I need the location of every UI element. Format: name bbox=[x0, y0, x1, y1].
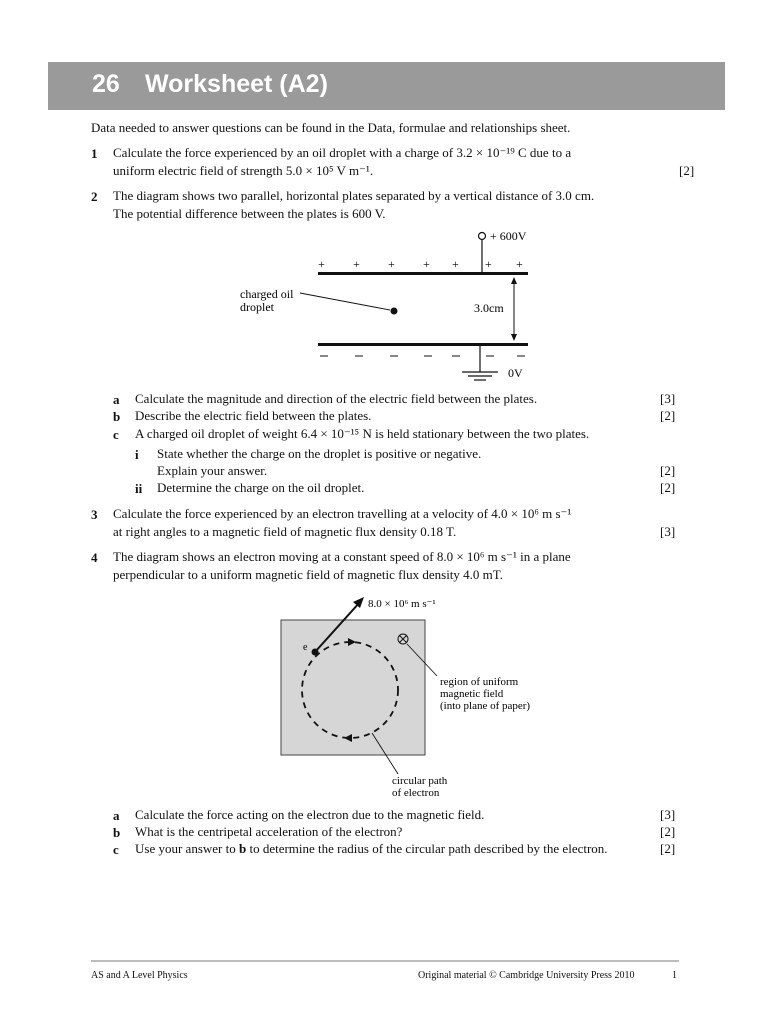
svg-text:+: + bbox=[452, 257, 459, 271]
separation-label: 3.0cm bbox=[474, 301, 504, 315]
region-label-1: region of uniform bbox=[440, 676, 519, 688]
question-4a-label: a bbox=[113, 808, 120, 823]
question-4-line-2: perpendicular to a uniform magnetic field of magnetic flux density 4.0 mT. bbox=[113, 567, 503, 582]
top-voltage-label: + 600V bbox=[490, 229, 527, 243]
question-4-line-1: The diagram shows an electron moving at a constant speed of 8.0 × 10⁶ m s⁻¹ in a plane bbox=[113, 549, 571, 564]
question-4-number: 4 bbox=[91, 550, 98, 565]
question-4a-mark: [3] bbox=[660, 807, 676, 822]
svg-text:+: + bbox=[516, 257, 523, 271]
question-3-number: 3 bbox=[91, 507, 98, 522]
svg-text:+: + bbox=[423, 257, 430, 271]
question-2b-mark: [2] bbox=[660, 408, 676, 423]
svg-text:+: + bbox=[485, 257, 492, 271]
question-2a-mark: [3] bbox=[660, 391, 676, 406]
footer-rule bbox=[91, 960, 679, 962]
droplet-label-1: charged oil bbox=[240, 287, 294, 301]
footer-copyright: Original material © Cambridge University Press 2010 bbox=[418, 970, 635, 981]
question-4c-text-bold: b bbox=[238, 841, 247, 856]
question-4c-text-after: to determine the radius of the circular path described by the electron. bbox=[246, 841, 608, 856]
bottom-voltage-label: 0V bbox=[508, 366, 523, 380]
path-label-2: of electron bbox=[392, 787, 440, 799]
question-2ci-line-2: Explain your answer. bbox=[157, 463, 268, 478]
question-2c-text: A charged oil droplet of weight 6.4 × 10⁻¹⁵ N is held stationary between the two plates. bbox=[135, 426, 590, 441]
svg-text:+: + bbox=[318, 257, 325, 271]
question-2a-label: a bbox=[113, 392, 120, 407]
question-4c-text bbox=[135, 841, 608, 857]
footer-page-number: 1 bbox=[672, 970, 677, 981]
question-4b-label: b bbox=[113, 825, 121, 840]
question-2cii-mark: [2] bbox=[660, 480, 676, 495]
electron-label: e bbox=[303, 642, 308, 653]
region-label-3: (into plane of paper) bbox=[440, 700, 531, 712]
question-1-line-2: uniform electric field of strength 5.0 × 10⁵ V m⁻¹. bbox=[113, 163, 374, 178]
question-2b-label: b bbox=[113, 409, 121, 424]
velocity-label: 8.0 × 10⁶ m s⁻¹ bbox=[368, 598, 436, 610]
question-4c-mark: [2] bbox=[660, 841, 676, 856]
question-3-mark: [3] bbox=[660, 524, 676, 539]
question-2c-label: c bbox=[113, 427, 119, 442]
question-3-line-1: Calculate the force experienced by an electron travelling at a velocity of 4.0 × 10⁶ m s⁻¹ bbox=[113, 506, 572, 521]
question-2-line-1: The diagram shows two parallel, horizontal plates separated by a vertical distance of 3.0 cm. bbox=[113, 188, 595, 203]
question-4c-text-before: Use your answer to bbox=[135, 841, 239, 856]
question-2cii-text: Determine the charge on the oil droplet. bbox=[157, 480, 365, 495]
question-2ci-mark: [2] bbox=[660, 463, 676, 478]
question-1-line-1: Calculate the force experienced by an oil droplet with a charge of 3.2 × 10⁻¹⁹ C due to a bbox=[113, 145, 572, 160]
svg-text:+: + bbox=[388, 257, 395, 271]
footer-left: AS and A Level Physics bbox=[91, 970, 188, 981]
question-1-mark: [2] bbox=[679, 163, 695, 178]
droplet-label-2: droplet bbox=[240, 300, 274, 314]
path-label-1: circular path bbox=[392, 775, 448, 787]
worksheet-title: Worksheet (A2) bbox=[145, 70, 328, 98]
region-label-2: magnetic field bbox=[440, 688, 504, 700]
question-2a-text: Calculate the magnitude and direction of the electric field between the plates. bbox=[135, 391, 538, 406]
question-2b-text: Describe the electric field between the plates. bbox=[135, 408, 372, 423]
question-3-line-2: at right angles to a magnetic field of magnetic flux density 0.18 T. bbox=[113, 524, 457, 539]
worksheet-number: 26 bbox=[92, 70, 120, 98]
magnetic-field-region bbox=[281, 620, 425, 755]
intro-text: Data needed to answer questions can be found in the Data, formulae and relationships sheet. bbox=[91, 120, 571, 135]
question-4c-label: c bbox=[113, 842, 119, 857]
question-1-number: 1 bbox=[91, 146, 98, 161]
question-2ci-label: i bbox=[135, 447, 139, 462]
question-4b-text: What is the centripetal acceleration of the electron? bbox=[135, 824, 403, 839]
question-4a-text: Calculate the force acting on the electron due to the magnetic field. bbox=[135, 807, 485, 822]
question-2cii-label: ii bbox=[135, 481, 143, 496]
question-2ci-line-1: State whether the charge on the droplet is positive or negative. bbox=[157, 446, 482, 461]
question-2-line-2: The potential difference between the plates is 600 V. bbox=[113, 206, 386, 221]
question-4b-mark: [2] bbox=[660, 824, 676, 839]
question-2-number: 2 bbox=[91, 189, 98, 204]
svg-text:+: + bbox=[353, 257, 360, 271]
velocity-arrowhead bbox=[353, 597, 364, 608]
